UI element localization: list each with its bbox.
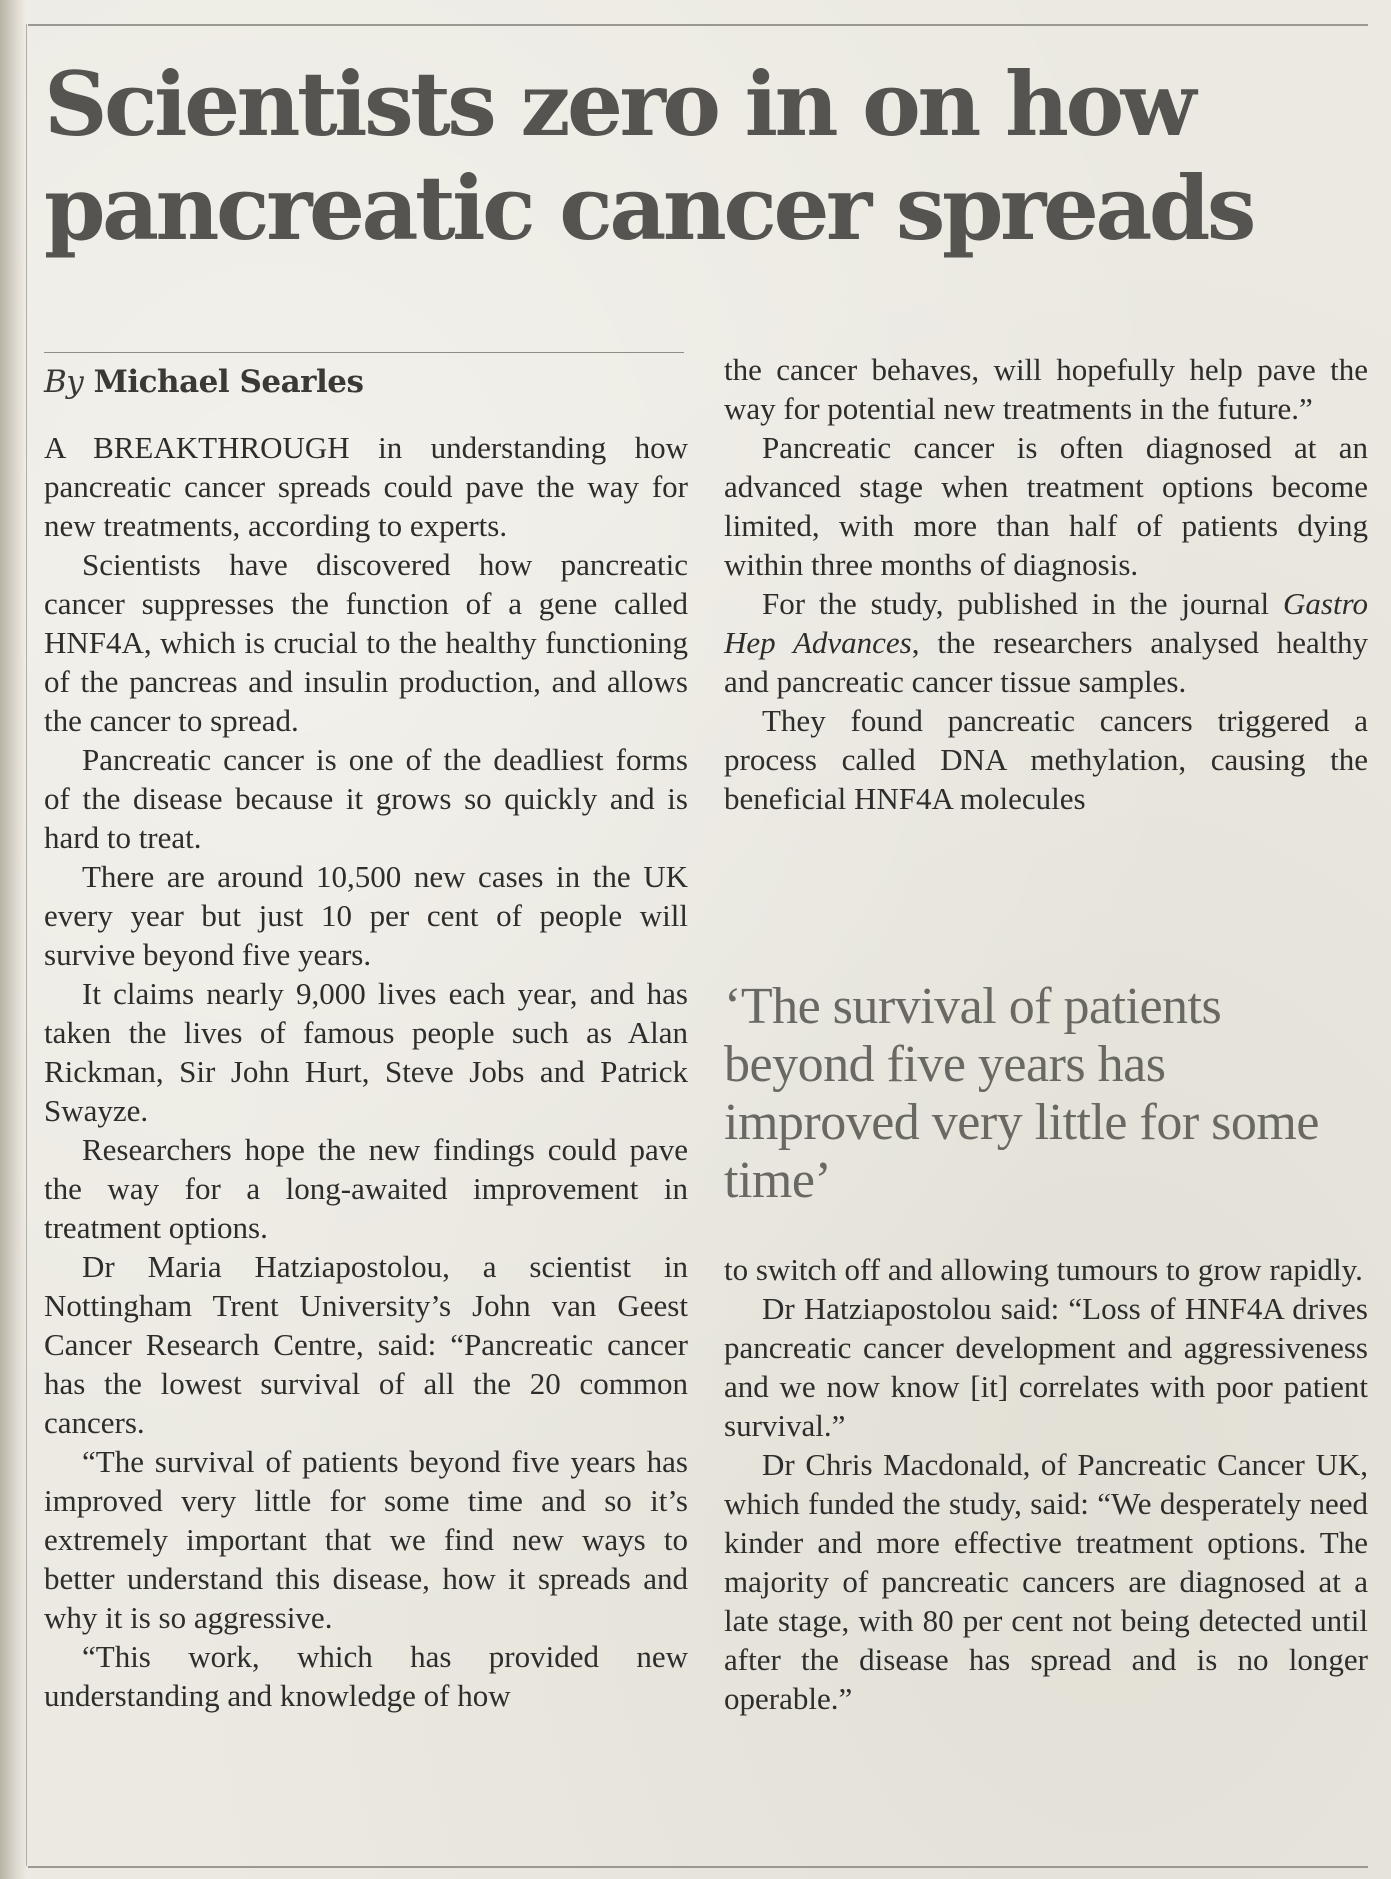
column-2-top [724,350,1368,818]
byline-rule [44,352,684,353]
left-rule [26,24,27,1866]
paragraph-study [724,584,1368,701]
paragraph: Dr Chris Macdonald, of Pancreatic Cancer UK, which funded the study, said: “We desperately need kinder and more effective treatment options. The majority of pancreatic cancers are diagnosed at a late stage, with 80 per cent not being detected until after the disease has spread and is no longer operable.” [724,1447,1368,1716]
paragraph: Dr Hatziapostolou said: “Loss of HNF4A drives pancreatic cancer development and aggressiveness and we now know [it] correlates with poor patient survival.” [724,1291,1368,1443]
headline-line-2: pancreatic cancer spreads [44,156,1253,260]
bottom-rule [28,1866,1368,1868]
byline-prefix: By [44,364,84,400]
headline [44,52,1354,260]
paragraph: Pancreatic cancer is often diagnosed at an advanced stage when treatment options become limited, with more than half of patients dying within three months of diagnosis. [724,430,1368,582]
pull-quote: ‘The survival of patients beyond five years has improved very little for some time’ [724,978,1319,1209]
byline-author: Michael Searles [93,364,364,400]
column-2-bottom [724,1250,1368,1718]
study-text-start: For the study, published in the journal [762,586,1270,621]
study-text-end: , the researchers analysed healthy and pancreatic cancer tissue samples. [724,625,1368,699]
byline [44,362,363,402]
paragraph: It claims nearly 9,000 lives each year, and has taken the lives of famous people such as Alan Rickman, Sir John Hurt, Steve Jobs and Patrick Swayze. [44,976,688,1128]
paragraph: Dr Maria Hatziapostolou, a scientist in Nottingham Trent University’s John van Geest Cancer Research Centre, said: “Pancreatic cancer has the lowest survival of all the 20 common cancers. [44,1249,688,1440]
paragraph: “This work, which has provided new understanding and knowledge of how [44,1639,688,1713]
paragraph: “The survival of patients beyond five years has improved very little for some time and so it’s extremely important that we find new ways to better understand this disease, how it spreads and why it is so aggressive. [44,1444,688,1635]
paragraph: Researchers hope the new findings could pave the way for a long-awaited improvement in treatment options. [44,1132,688,1245]
headline-line-1: Scientists zero in on how [44,52,1193,156]
paragraph: Scientists have discovered how pancreatic cancer suppresses the function of a gene called HNF4A, which is crucial to the healthy functioning of the pancreas and insulin production, and allows the cancer to spread. [44,547,688,738]
paragraph-continuation: to switch off and allowing tumours to grow rapidly. [724,1252,1363,1287]
page-edge-shadow [0,0,26,1879]
paragraph: Pancreatic cancer is one of the deadliest forms of the disease because it grows so quickly and is hard to treat. [44,742,688,855]
column-1 [44,428,688,1715]
journal-name: Gastro Hep Advances [724,586,1369,660]
paragraph-continuation: the cancer behaves, will hopefully help pave the way for potential new treatments in the future.” [724,352,1368,426]
paragraph: There are around 10,500 new cases in the UK every year but just 10 per cent of people will survive beyond five years. [44,859,688,972]
top-rule [28,24,1368,26]
paragraph: They found pancreatic cancers triggered a process called DNA methylation, causing the beneficial HNF4A molecules [724,703,1368,816]
paragraph-lead: A BREAKTHROUGH in understanding how pancreatic cancer spreads could pave the way for new treatments, according to experts. [44,430,688,543]
